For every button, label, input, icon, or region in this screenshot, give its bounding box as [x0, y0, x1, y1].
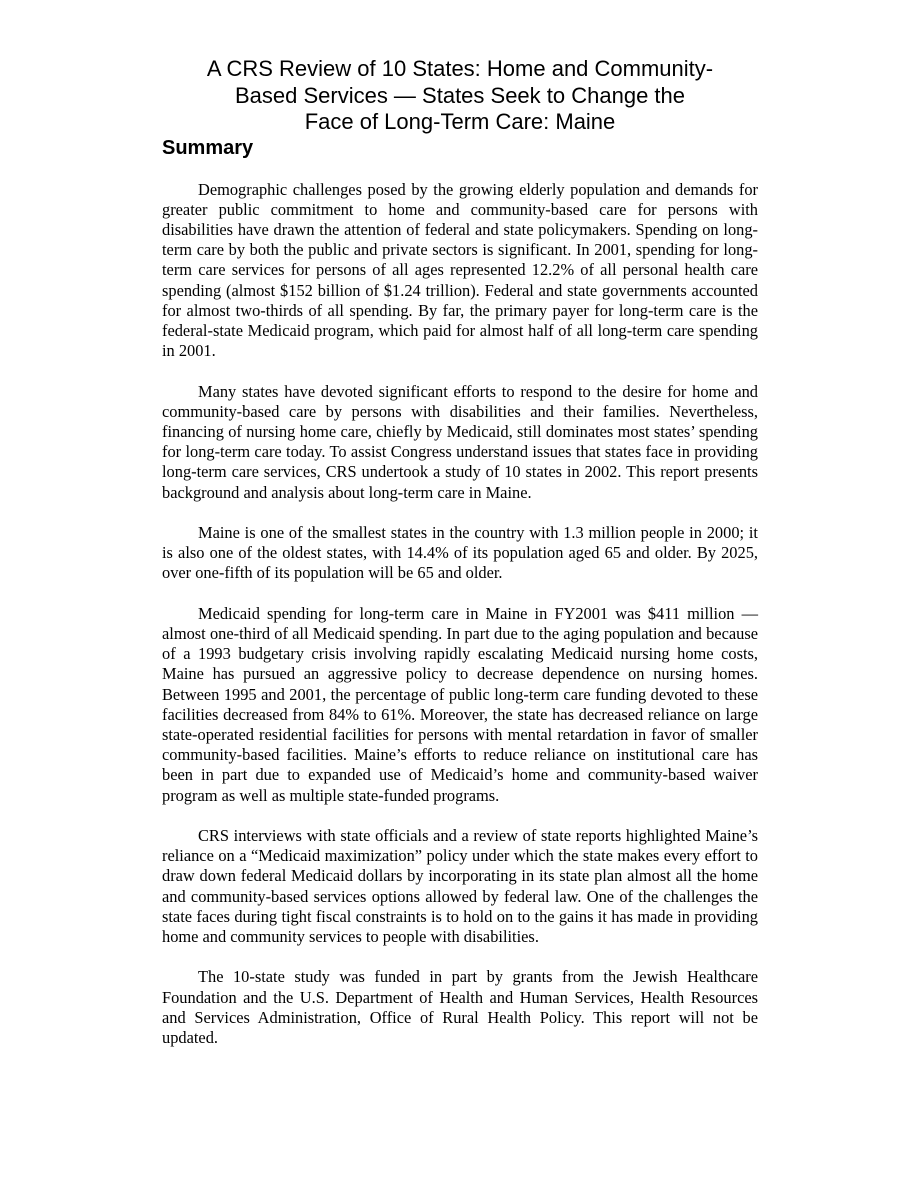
paragraph-demographics: Demographic challenges posed by the growing elderly population and demands for greater public commitment to home and community-based care for persons with disabilities have drawn the attention of federal and state policymakers. Spending on long-term care by both the public and private sectors is significant. In 2001, spending for long-term care services for persons of all ages represented 12.2% of all personal health care spending (almost $152 billion of $1.24 trillion). Federal and state governments accounted for almost two-thirds of all spending. By far, the primary payer for long-term care is the federal-state Medicaid program, which paid for almost half of all long-term care spending in 2001.	[162, 179, 758, 361]
summary-heading: Summary	[162, 136, 254, 159]
paragraph-medicaid-spending: Medicaid spending for long-term care in Maine in FY2001 was $411 million — almost one-third of all Medicaid spending. In part due to the aging population and because of a 1993 budgetary crisis involving rapidly escalating Medicaid nursing home costs, Maine has pursued an aggressive policy to decrease dependence on nursing homes. Between 1995 and 2001, the percentage of public long-term care funding devoted to these facilities decreased from 84% to 61%. Moreover, the state has decreased reliance on large state-operated residential facilities for persons with mental retardation in favor of smaller community-based facilities. Maine’s efforts to reduce reliance on institutional care has been in part due to expanded use of Medicaid’s home and community-based waiver program as well as multiple state-funded programs.	[162, 603, 758, 805]
paragraph-state-efforts: Many states have devoted significant efforts to respond to the desire for home and community-based care by persons with disabilities and their families. Nevertheless, financing of nursing home care, chiefly by Medicaid, still dominates most states’ spending for long-term care today. To assist Congress understand issues that states face in providing long-term care services, CRS undertook a study of 10 states in 2002. This report presents background and analysis about long-term care in Maine.	[162, 381, 758, 502]
document-title	[162, 56, 758, 136]
paragraph-funding-note: The 10-state study was funded in part by grants from the Jewish Healthcare Foundation and the U.S. Department of Health and Human Services, Health Resources and Services Administration, Office of Rural Health Policy. This report will not be updated.	[162, 967, 758, 1047]
summary-body	[162, 180, 758, 1049]
paragraph-crs-interviews: CRS interviews with state officials and a review of state reports highlighted Maine’s reliance on a “Medicaid maximization” policy under which the state makes every effort to draw down federal Medicaid dollars by incorporating in its state plan almost all the home and community-based services options allowed by federal law. One of the challenges the state faces during tight fiscal constraints is to hold on to the gains it has made in providing home and community services to people with disabilities.	[162, 825, 758, 946]
document-page	[162, 56, 758, 1068]
title-line-3: Face of Long-Term Care: Maine	[304, 109, 616, 134]
title-line-2: Based Services — States Seek to Change the	[234, 82, 686, 108]
paragraph-maine-population: Maine is one of the smallest states in the country with 1.3 million people in 2000; it is also one of the oldest states, with 14.4% of its population aged 65 and older. By 2025, over one-fifth of its population will be 65 and older.	[162, 522, 758, 583]
title-line-1: A CRS Review of 10 States: Home and Community-	[206, 56, 714, 81]
